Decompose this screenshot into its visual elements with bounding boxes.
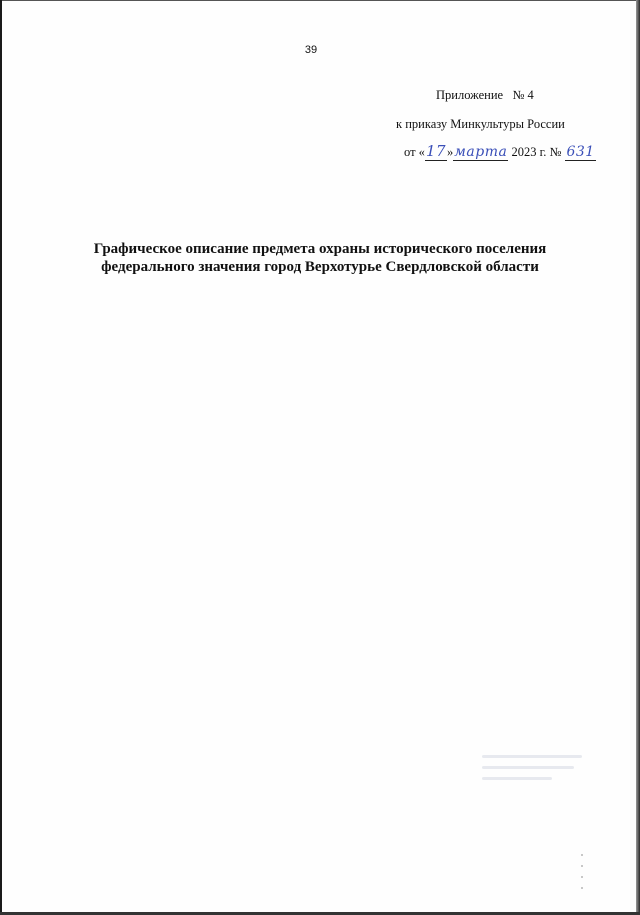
date-prefix: от « [404,145,425,159]
order-date-line [404,142,596,166]
scan-specks [578,845,588,905]
number-sign: № [549,145,562,159]
scan-edge-left [0,0,2,915]
scan-edge-top [0,0,640,1]
title-line-1: Графическое описание предмета охраны исторического поселения [93,241,547,257]
handwritten-order-number: 631 [566,144,595,160]
date-quote-close: » [447,145,454,159]
order-reference: к приказу Минкультуры России [396,117,565,131]
title-line-2: федерального значения город Верхотурье Свердловской области [101,259,539,275]
page-number: 39 [304,44,318,56]
handwritten-day: 17 [425,142,447,160]
date-year: 2023 г. [511,145,547,159]
appendix-label: Приложение № 4 [436,88,534,102]
scan-edge-right [636,0,640,915]
document-title [60,240,580,276]
handwritten-month: марта [454,144,508,160]
bleed-through-stamp [482,755,592,805]
